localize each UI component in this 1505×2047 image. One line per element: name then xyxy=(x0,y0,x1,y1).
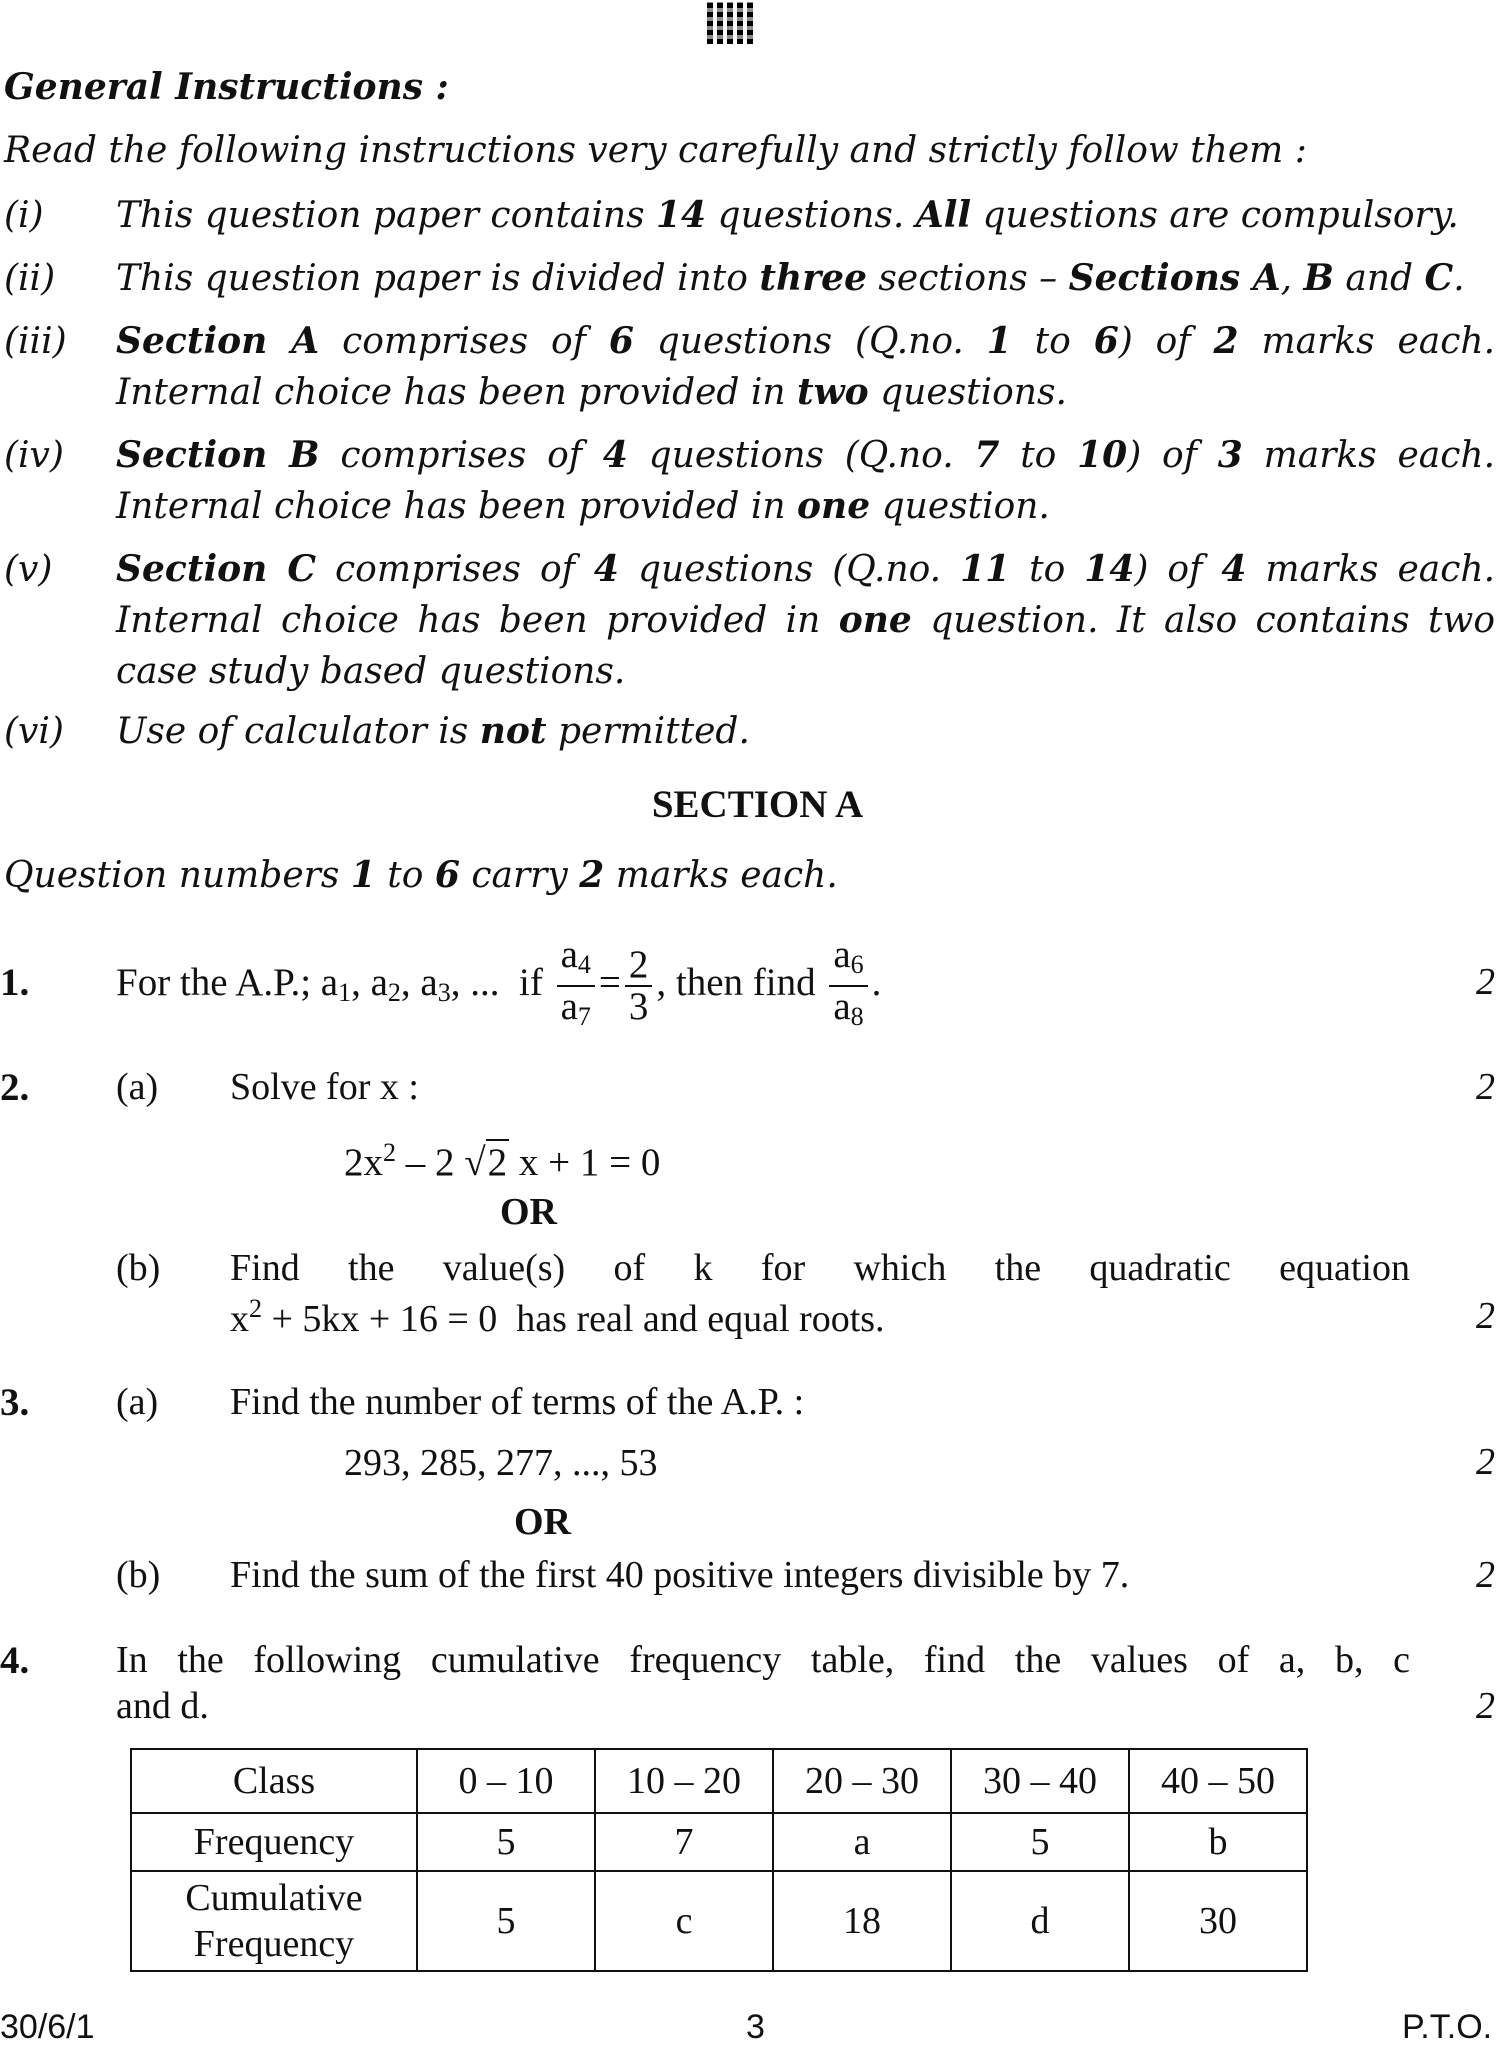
instruction-number: (vi) xyxy=(4,711,64,752)
question-2b-text: Find the value(s) of k for which the quadratic equation xyxy=(230,1247,1410,1289)
question-2a-marks: 2 xyxy=(1476,1066,1495,1108)
question-1-marks: 2 xyxy=(1476,961,1495,1003)
instruction-number: (iii) xyxy=(4,321,67,362)
question-4-marks: 2 xyxy=(1476,1685,1495,1727)
question-2b-label: (b) xyxy=(116,1247,161,1289)
table-header-cell: Class xyxy=(131,1749,417,1813)
table-cell: 5 xyxy=(417,1813,595,1871)
table-cell: a xyxy=(773,1813,951,1871)
table-cell: 18 xyxy=(773,1871,951,1971)
instruction-number: (i) xyxy=(4,195,44,236)
instruction-number: (ii) xyxy=(4,258,56,299)
question-4-text-2: and d. xyxy=(116,1685,209,1727)
instruction-text: Use of calculator is not permitted. xyxy=(116,710,750,752)
question-2-number: 2. xyxy=(0,1066,30,1109)
question-3b-text: Find the sum of the first 40 positive integers divisible by 7. xyxy=(230,1554,1130,1596)
question-3a-text: Find the number of terms of the A.P. : xyxy=(230,1381,805,1423)
question-2b-marks: 2 xyxy=(1476,1295,1495,1337)
table-cell: 7 xyxy=(595,1813,773,1871)
section-subtitle: Question numbers 1 to 6 carry 2 marks each. xyxy=(4,854,838,896)
table-header-cell: 20 – 30 xyxy=(773,1749,951,1813)
question-3-or: OR xyxy=(514,1501,571,1543)
question-3a-marks: 2 xyxy=(1476,1441,1495,1483)
qr-code xyxy=(707,2,757,44)
table-header-cell: 10 – 20 xyxy=(595,1749,773,1813)
question-3-number: 3. xyxy=(0,1381,30,1424)
cumulative-frequency-table xyxy=(130,1748,1308,1972)
question-1-text: For the A.P.; $a_1$, $a_2$, $a_3$, ... if $\frac{a_4}{a_7}$ = $\frac{2}{3}$ , then find $\frac{a_6}{a_8}$ . xyxy=(116,933,882,1031)
instruction-text: Section B comprises of 4 questions (Q.no. 7 to 10) of 3 marks each. Internal choice has been provided in one question. xyxy=(116,434,1496,527)
section-title: SECTION A xyxy=(651,783,864,826)
instruction-text: This question paper contains 14 questions. All questions are compulsory. xyxy=(116,194,1459,236)
footer-code: 30/6/1 xyxy=(0,2008,95,2046)
table-header-cell: 0 – 10 xyxy=(417,1749,595,1813)
question-3a-sequence: 293, 285, 277, ..., 53 xyxy=(344,1442,658,1484)
question-3a-label: (a) xyxy=(116,1381,159,1423)
table-header-cell: 30 – 40 xyxy=(951,1749,1129,1813)
instructions-intro: Read the following instructions very carefully and strictly follow them : xyxy=(4,130,1307,171)
question-1-number: 1. xyxy=(0,961,30,1004)
question-4-number: 4. xyxy=(0,1639,30,1682)
footer-pto: P.T.O. xyxy=(1402,2008,1493,2046)
table-header-cell: 40 – 50 xyxy=(1129,1749,1307,1813)
table-cell: 5 xyxy=(417,1871,595,1971)
instructions-title: General Instructions : xyxy=(4,66,449,108)
question-2-or: OR xyxy=(500,1191,557,1233)
table-cell: c xyxy=(595,1871,773,1971)
table-cell: 5 xyxy=(951,1813,1129,1871)
question-4-text: In the following cumulative frequency table, find the values of a, b, c xyxy=(116,1639,1410,1681)
instruction-text: Section A comprises of 6 questions (Q.no. 1 to 6) of 2 marks each. Internal choice has been provided in two questions. xyxy=(116,320,1496,413)
instruction-number: (v) xyxy=(4,549,53,590)
table-cell: 30 xyxy=(1129,1871,1307,1971)
instruction-number: (iv) xyxy=(4,435,64,476)
table-cell-cumulative-label: Cumulative Frequency xyxy=(131,1871,417,1971)
table-cell: Frequency xyxy=(131,1813,417,1871)
question-2b-text-2: $x^2 + 5kx + 16 = 0$ has real and equal roots. xyxy=(230,1294,885,1340)
table-cell: b xyxy=(1129,1813,1307,1871)
question-2a-equation: $2x^2 - 2$ √2 x + 1 = 0 xyxy=(344,1138,661,1184)
footer-page-number: 3 xyxy=(746,2008,765,2046)
instruction-text: This question paper is divided into three sections – Sections A, B and C. xyxy=(116,257,1465,299)
question-3b-marks: 2 xyxy=(1476,1554,1495,1596)
question-2a-text: Solve for x : xyxy=(230,1066,419,1108)
question-2a-label: (a) xyxy=(116,1066,159,1108)
question-3b-label: (b) xyxy=(116,1554,161,1596)
table-cell: d xyxy=(951,1871,1129,1971)
instruction-text: Section C comprises of 4 questions (Q.no. 11 to 14) of 4 marks each. Internal choice has been provided in one question. It also contains two case study based questions. xyxy=(116,548,1496,692)
